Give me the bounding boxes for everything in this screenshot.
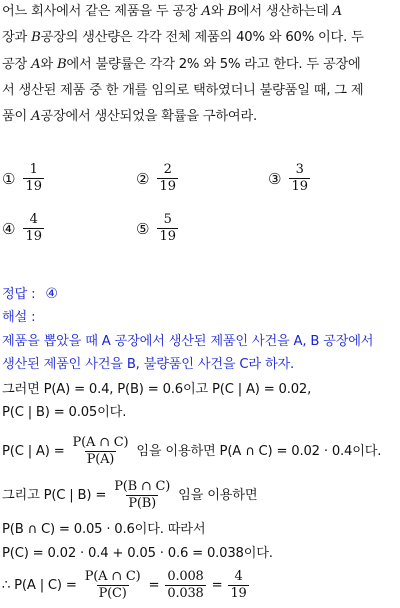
solution-line-7 xyxy=(2,520,398,540)
numerator: 5 xyxy=(163,212,172,227)
denominator: 19 xyxy=(159,179,176,194)
option-4[interactable] xyxy=(2,212,46,245)
numerator: 2 xyxy=(163,162,172,177)
problem-text: 품이 xyxy=(2,109,32,124)
answer-label: 정답 : xyxy=(2,287,36,302)
var-b: B xyxy=(227,4,237,19)
solution-text: 제품을 뽑았을 때 A 공장에서 생산된 제품인 사건을 A, B 공장에서 xyxy=(2,334,374,349)
formula-fraction xyxy=(71,435,131,468)
solution-text: ∴ P(A | C) = xyxy=(2,578,77,593)
problem-text: 에서 생산하는데 xyxy=(236,4,333,19)
solution-text: 그러면 P(A) = 0.4, P(B) = 0.6이고 P(C | A) = 0.02, xyxy=(2,382,312,397)
option-marker: ① xyxy=(2,169,16,188)
denominator: P(A) xyxy=(86,451,115,467)
var-a: A xyxy=(201,4,211,19)
problem-text: 공장에서 생산되었을 확률을 구하여라. xyxy=(40,109,257,124)
var-b: B xyxy=(56,57,67,72)
solution-line-2 xyxy=(2,355,398,375)
solution-line-6 xyxy=(2,476,398,516)
problem-line-1 xyxy=(2,2,398,22)
explanation-label xyxy=(2,308,398,328)
solution-text: 그리고 P(C | B) = xyxy=(2,488,107,503)
formula-fraction xyxy=(83,569,143,602)
denominator: P(C) xyxy=(98,585,127,601)
numerator: P(B ∩ C) xyxy=(114,478,171,494)
solution-line-1 xyxy=(2,332,398,352)
option-marker: ② xyxy=(136,169,150,188)
option-marker: ③ xyxy=(268,169,282,188)
problem-line-3 xyxy=(2,55,398,75)
solution-text: P(C | B) = 0.05이다. xyxy=(2,405,127,420)
problem-line-5 xyxy=(2,107,398,127)
equals-sign: = xyxy=(148,578,160,593)
option-fraction xyxy=(23,162,44,195)
problem-text: 어느 회사에서 같은 제품을 두 공장 xyxy=(2,4,202,19)
solution-text: 임을 이용하면 xyxy=(178,488,258,503)
option-fraction xyxy=(289,162,310,195)
solution-text: 임을 이용하면 P(A ∩ C) = 0.02 · 0.4이다. xyxy=(136,444,382,459)
numerator: 4 xyxy=(234,568,243,584)
formula-fraction xyxy=(112,479,172,512)
option-marker: ⑤ xyxy=(136,219,150,238)
solution-line-8 xyxy=(2,544,398,564)
problem-text: 서 생산된 제품 중 한 개를 임의로 택하였더니 불량품일 때, 그 제 xyxy=(2,83,364,98)
option-fraction xyxy=(157,212,178,245)
explanation-heading: 해설 : xyxy=(2,310,36,325)
numerator: 3 xyxy=(295,162,304,177)
answer-line xyxy=(2,284,398,305)
option-marker: ④ xyxy=(2,219,16,238)
solution-text: P(C | A) = xyxy=(2,444,65,459)
problem-text: 와 xyxy=(210,4,228,19)
problem-text: 공장의 생산량은 각각 전체 제품의 40% 와 60% 이다. 두 xyxy=(40,30,364,45)
formula-fraction xyxy=(165,569,205,602)
var-a: A xyxy=(332,4,342,19)
denominator: 19 xyxy=(159,229,176,244)
problem-text: 에서 불량률은 각각 2% 와 5% 라고 한다. 두 공장에 xyxy=(66,57,361,72)
denominator: P(B) xyxy=(128,495,156,511)
solution-line-3 xyxy=(2,380,398,400)
option-fraction xyxy=(23,212,44,245)
problem-line-4 xyxy=(2,81,398,101)
option-2[interactable] xyxy=(136,162,180,195)
solution-line-5 xyxy=(2,432,398,472)
var-a: A xyxy=(31,109,41,124)
answer-value: ④ xyxy=(45,286,58,302)
solution-text: P(C) = 0.02 · 0.4 + 0.05 · 0.6 = 0.038이다. xyxy=(2,546,273,561)
option-3[interactable] xyxy=(268,162,312,195)
numerator: P(A ∩ C) xyxy=(84,568,141,584)
numerator: 0.008 xyxy=(167,568,204,584)
option-5[interactable] xyxy=(136,212,180,245)
solution-text: P(B ∩ C) = 0.05 · 0.6이다. 따라서 xyxy=(2,522,206,537)
var-a: A xyxy=(31,57,41,72)
option-fraction xyxy=(157,162,178,195)
problem-text: 와 xyxy=(40,57,57,72)
solution-line-4 xyxy=(2,403,398,423)
numerator: P(A ∩ C) xyxy=(72,434,129,450)
solution-text: 생산된 제품인 사건을 B, 불량품인 사건을 C라 하자. xyxy=(2,357,295,372)
numerator: 4 xyxy=(29,212,38,227)
var-b: B xyxy=(31,30,41,45)
formula-fraction xyxy=(228,569,248,602)
denominator: 19 xyxy=(291,179,308,194)
denominator: 0.038 xyxy=(167,585,204,601)
option-1[interactable] xyxy=(2,162,46,195)
denominator: 19 xyxy=(25,229,42,244)
equals-sign: = xyxy=(211,578,223,593)
problem-line-2 xyxy=(2,28,398,48)
denominator: 19 xyxy=(25,179,42,194)
denominator: 19 xyxy=(230,585,247,601)
problem-text: 장과 xyxy=(2,30,32,45)
numerator: 1 xyxy=(29,162,38,177)
problem-text: 공장 xyxy=(2,57,32,72)
solution-line-9 xyxy=(2,566,398,606)
